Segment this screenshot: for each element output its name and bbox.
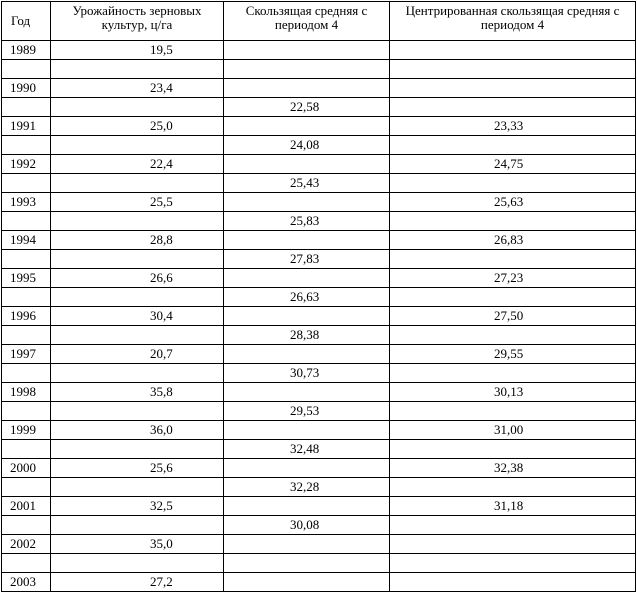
table-row [2, 41, 636, 60]
cell-yield: 23,4 [51, 79, 224, 98]
cell-year [2, 516, 51, 535]
cell-yield [51, 554, 224, 573]
cell-year: 1996 [2, 307, 51, 326]
table-row [2, 497, 636, 516]
cell-centered-moving-average [390, 79, 636, 98]
cell-yield: 28,8 [51, 231, 224, 250]
cell-yield [51, 440, 224, 459]
cell-centered-moving-average: 29,55 [390, 345, 636, 364]
cell-centered-moving-average [390, 174, 636, 193]
cell-year: 1994 [2, 231, 51, 250]
cell-centered-moving-average: 25,63 [390, 193, 636, 212]
cell-yield: 26,6 [51, 269, 224, 288]
cell-year [2, 174, 51, 193]
cell-year [2, 250, 51, 269]
table-row [2, 269, 636, 288]
cell-moving-average [224, 60, 390, 79]
table-row [2, 516, 636, 535]
table-row [2, 288, 636, 307]
cell-centered-moving-average: 27,23 [390, 269, 636, 288]
cell-moving-average [224, 269, 390, 288]
header-yield: Урожайность зерновых культур, ц/га [51, 2, 224, 41]
cell-year [2, 212, 51, 231]
cell-moving-average: 25,83 [224, 212, 390, 231]
cell-centered-moving-average [390, 326, 636, 345]
table-row [2, 573, 636, 592]
cell-yield [51, 212, 224, 231]
cell-yield: 19,5 [51, 41, 224, 60]
cell-centered-moving-average: 27,50 [390, 307, 636, 326]
cell-year [2, 60, 51, 79]
cell-centered-moving-average [390, 250, 636, 269]
cell-yield [51, 288, 224, 307]
cell-yield [51, 136, 224, 155]
cell-centered-moving-average: 30,13 [390, 383, 636, 402]
cell-year: 1997 [2, 345, 51, 364]
table-row [2, 136, 636, 155]
cell-moving-average [224, 117, 390, 136]
table-body [2, 41, 636, 592]
cell-year: 1990 [2, 79, 51, 98]
cell-yield: 22,4 [51, 155, 224, 174]
cell-yield [51, 516, 224, 535]
cell-year: 1991 [2, 117, 51, 136]
cell-centered-moving-average [390, 212, 636, 231]
cell-year [2, 364, 51, 383]
cell-yield: 27,2 [51, 573, 224, 592]
cell-moving-average [224, 573, 390, 592]
table-row [2, 535, 636, 554]
cell-moving-average [224, 497, 390, 516]
table-row [2, 478, 636, 497]
cell-moving-average: 26,63 [224, 288, 390, 307]
cell-year: 2003 [2, 573, 51, 592]
cell-centered-moving-average [390, 535, 636, 554]
cell-year: 1989 [2, 41, 51, 60]
cell-moving-average [224, 307, 390, 326]
cell-moving-average: 30,73 [224, 364, 390, 383]
table-row [2, 155, 636, 174]
cell-centered-moving-average: 26,83 [390, 231, 636, 250]
table-row [2, 364, 636, 383]
cell-year [2, 402, 51, 421]
header-centered-moving-average: Центрированная скользящая средняя с периодом 4 [390, 2, 636, 41]
header-year: Год [2, 2, 51, 41]
cell-centered-moving-average [390, 364, 636, 383]
cell-moving-average [224, 231, 390, 250]
table-row [2, 79, 636, 98]
table-row [2, 307, 636, 326]
table-row [2, 60, 636, 79]
cell-centered-moving-average: 31,18 [390, 497, 636, 516]
table-row [2, 421, 636, 440]
cell-yield [51, 326, 224, 345]
cell-yield: 25,0 [51, 117, 224, 136]
cell-centered-moving-average [390, 98, 636, 117]
cell-centered-moving-average [390, 288, 636, 307]
cell-yield: 25,6 [51, 459, 224, 478]
cell-moving-average: 27,83 [224, 250, 390, 269]
table-row [2, 554, 636, 573]
cell-centered-moving-average: 31,00 [390, 421, 636, 440]
cell-yield [51, 174, 224, 193]
table-row [2, 440, 636, 459]
cell-yield [51, 402, 224, 421]
cell-year [2, 478, 51, 497]
cell-year: 2001 [2, 497, 51, 516]
table-row [2, 383, 636, 402]
cell-yield: 30,4 [51, 307, 224, 326]
table-row [2, 345, 636, 364]
cell-moving-average [224, 554, 390, 573]
cell-year: 1998 [2, 383, 51, 402]
table-row [2, 117, 636, 136]
cell-centered-moving-average [390, 136, 636, 155]
cell-yield [51, 98, 224, 117]
table-row [2, 212, 636, 231]
cell-centered-moving-average [390, 60, 636, 79]
cell-moving-average [224, 345, 390, 364]
cell-centered-moving-average [390, 516, 636, 535]
cell-centered-moving-average [390, 573, 636, 592]
cell-year [2, 288, 51, 307]
cell-yield: 20,7 [51, 345, 224, 364]
cell-year: 1995 [2, 269, 51, 288]
table-row [2, 174, 636, 193]
table-row [2, 326, 636, 345]
cell-yield: 35,8 [51, 383, 224, 402]
cell-yield [51, 364, 224, 383]
cell-centered-moving-average [390, 554, 636, 573]
cell-moving-average [224, 193, 390, 212]
cell-year [2, 98, 51, 117]
cell-centered-moving-average [390, 478, 636, 497]
cell-centered-moving-average [390, 402, 636, 421]
cell-yield: 36,0 [51, 421, 224, 440]
cell-moving-average: 24,08 [224, 136, 390, 155]
table-row [2, 231, 636, 250]
cell-yield [51, 478, 224, 497]
cell-year [2, 554, 51, 573]
cell-yield: 35,0 [51, 535, 224, 554]
cell-centered-moving-average: 24,75 [390, 155, 636, 174]
table-row [2, 402, 636, 421]
cell-moving-average [224, 79, 390, 98]
header-moving-average: Скользящая средняя с периодом 4 [224, 2, 390, 41]
cell-centered-moving-average: 23,33 [390, 117, 636, 136]
cell-yield [51, 60, 224, 79]
cell-moving-average [224, 155, 390, 174]
cell-moving-average: 25,43 [224, 174, 390, 193]
cell-moving-average [224, 535, 390, 554]
cell-year: 1992 [2, 155, 51, 174]
cell-moving-average [224, 459, 390, 478]
table-row [2, 98, 636, 117]
cell-moving-average [224, 41, 390, 60]
cell-yield: 25,5 [51, 193, 224, 212]
cell-yield: 32,5 [51, 497, 224, 516]
cell-centered-moving-average [390, 41, 636, 60]
table-row [2, 193, 636, 212]
cell-moving-average: 32,48 [224, 440, 390, 459]
cell-year [2, 440, 51, 459]
moving-average-table [1, 1, 636, 592]
cell-year: 2000 [2, 459, 51, 478]
cell-centered-moving-average [390, 440, 636, 459]
cell-moving-average [224, 421, 390, 440]
cell-moving-average: 30,08 [224, 516, 390, 535]
cell-moving-average: 22,58 [224, 98, 390, 117]
table-row [2, 250, 636, 269]
header-row [2, 2, 636, 41]
cell-year: 1999 [2, 421, 51, 440]
cell-moving-average [224, 383, 390, 402]
table-row [2, 459, 636, 478]
cell-centered-moving-average: 32,38 [390, 459, 636, 478]
cell-year: 2002 [2, 535, 51, 554]
cell-moving-average: 28,38 [224, 326, 390, 345]
cell-year: 1993 [2, 193, 51, 212]
cell-year [2, 136, 51, 155]
cell-moving-average: 29,53 [224, 402, 390, 421]
cell-yield [51, 250, 224, 269]
cell-year [2, 326, 51, 345]
cell-moving-average: 32,28 [224, 478, 390, 497]
